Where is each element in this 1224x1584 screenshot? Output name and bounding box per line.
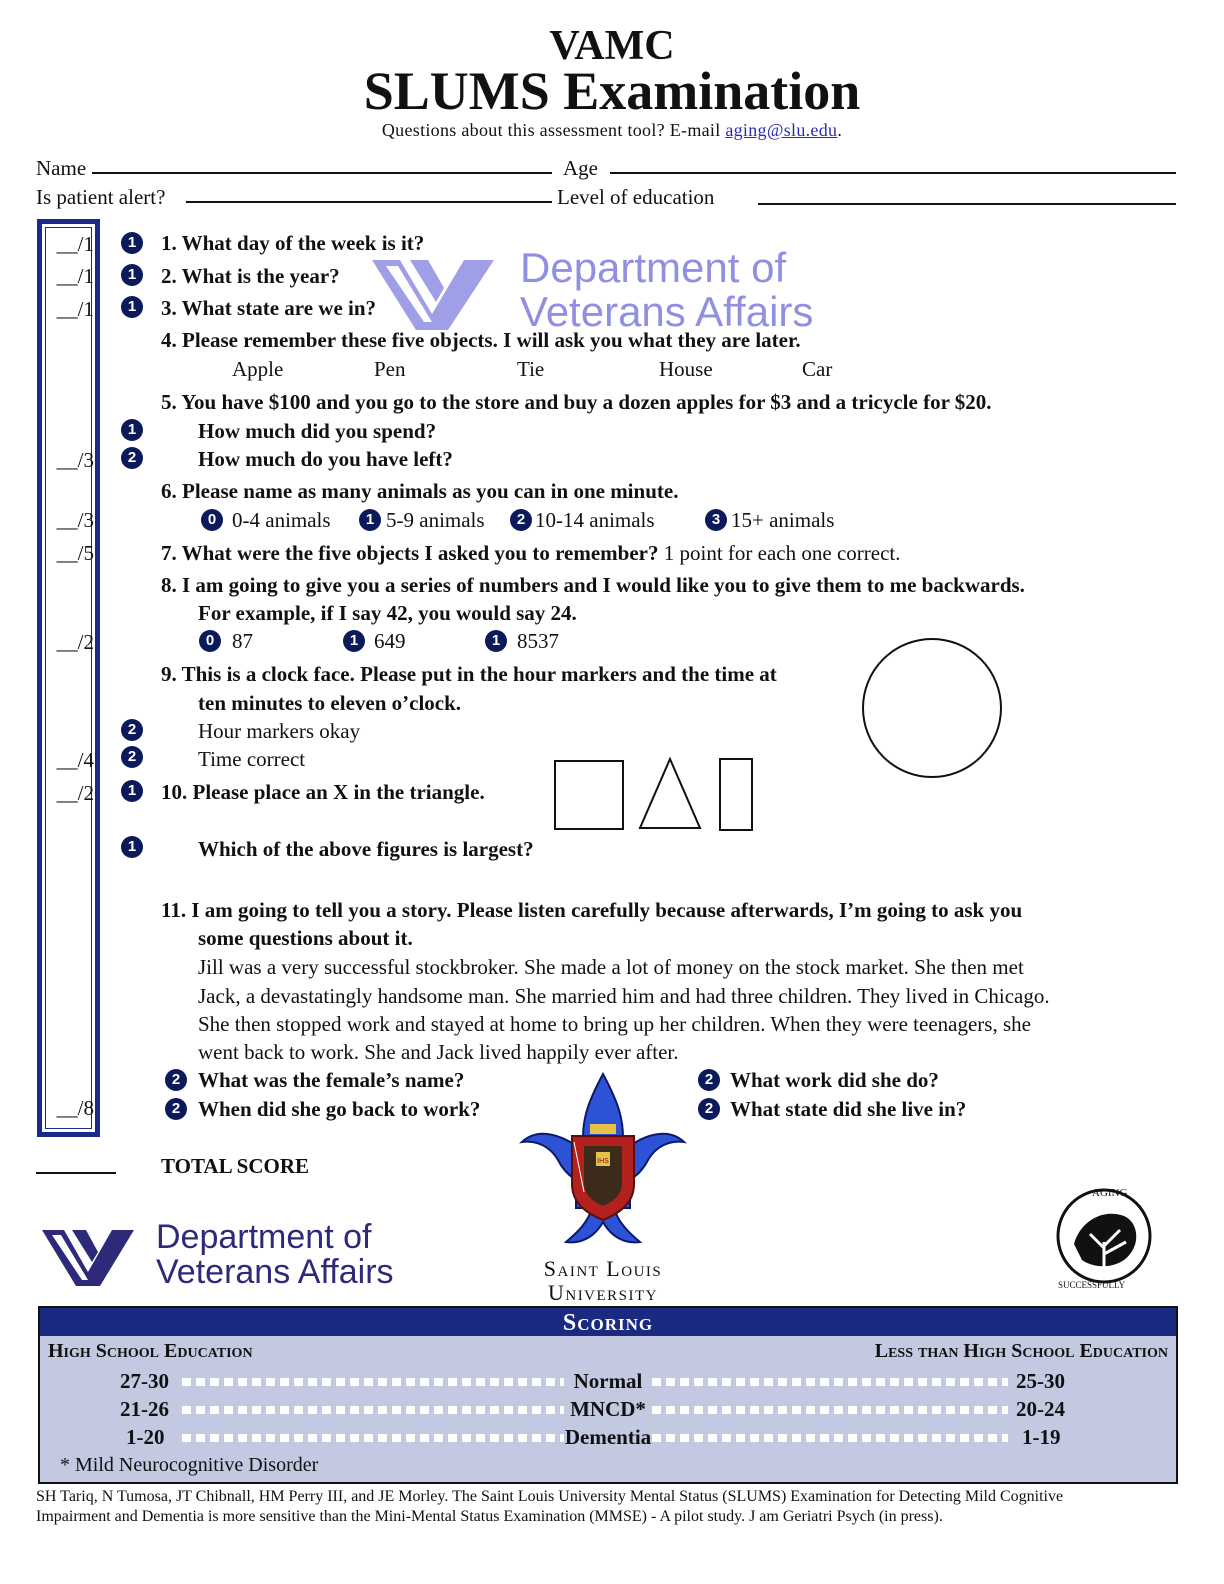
number-87: 87 bbox=[232, 629, 253, 653]
va-logo-line2: Veterans Affairs bbox=[156, 1253, 394, 1291]
question-11c: What work did she do? bbox=[730, 1068, 939, 1092]
square-figure[interactable] bbox=[554, 760, 624, 830]
question-5b: How much do you have left? bbox=[198, 447, 453, 471]
rectangle-figure[interactable] bbox=[719, 758, 753, 831]
object-tie: Tie bbox=[517, 357, 545, 381]
question-8-line1: 8. I am going to give you a series of numbers and I would like you to give them to me backwards. bbox=[161, 573, 1025, 597]
object-apple: Apple bbox=[232, 357, 284, 381]
score-q7[interactable]: __/5 bbox=[56, 541, 94, 565]
clock-face-circle[interactable] bbox=[862, 638, 1002, 778]
alert-field[interactable] bbox=[186, 201, 552, 203]
object-car: Car bbox=[802, 357, 833, 381]
score-q10[interactable]: __/2 bbox=[56, 781, 94, 805]
education-label: Level of education bbox=[557, 185, 715, 209]
score-range-hs-dementia: 1-20 bbox=[126, 1425, 165, 1449]
seal-monogram: IHS bbox=[597, 1158, 609, 1165]
question-7 bbox=[161, 541, 900, 566]
question-11-line2: some questions about it. bbox=[198, 926, 413, 950]
animal-option-15-plus: 15+ animals bbox=[731, 508, 835, 532]
question-9-line1: 9. This is a clock face. Please put in the hour markers and the time at bbox=[161, 662, 777, 686]
score-range-hs-mncd: 21-26 bbox=[120, 1397, 169, 1421]
scoring-right-header: Less than High School Education bbox=[874, 1340, 1168, 1362]
header-vamc: VAMC bbox=[549, 23, 675, 69]
point-badge-q11d: 2 bbox=[698, 1098, 720, 1120]
question-6: 6. Please name as many animals as you can in one minute. bbox=[161, 479, 679, 503]
question-9-line2: ten minutes to eleven o’clock. bbox=[198, 691, 462, 715]
question-11b: When did she go back to work? bbox=[198, 1097, 481, 1121]
score-column-box bbox=[37, 219, 100, 1137]
contact-email-link[interactable]: aging@slu.edu bbox=[725, 120, 838, 140]
question-10: 10. Please place an X in the triangle. bbox=[161, 780, 485, 804]
animal-option-5-9: 5-9 animals bbox=[386, 508, 485, 532]
question-5a: How much did you spend? bbox=[198, 419, 437, 443]
story-line-2: Jack, a devastatingly handsome man. She married him and had three children. They lived in Chicago. bbox=[198, 984, 1050, 1008]
contact-suffix: . bbox=[837, 120, 843, 140]
object-pen: Pen bbox=[374, 357, 406, 381]
question-7-text: 7. What were the five objects I asked you to remember? bbox=[161, 541, 659, 565]
point-badge-q11c: 2 bbox=[698, 1069, 720, 1091]
score-q9[interactable]: __/4 bbox=[56, 748, 94, 772]
score-q11[interactable]: __/8 bbox=[56, 1096, 94, 1120]
number-8537: 8537 bbox=[517, 629, 559, 653]
age-label: Age bbox=[563, 156, 598, 180]
point-badge-q6-0: 0 bbox=[201, 509, 223, 531]
score-range-lhs-normal: 25-30 bbox=[1016, 1369, 1065, 1393]
question-11-line1: 11. I am going to tell you a story. Please listen carefully because afterwards, I’m going to ask you bbox=[161, 898, 1023, 922]
question-10b: Which of the above figures is largest? bbox=[198, 837, 534, 861]
point-badge-q6-1: 1 bbox=[359, 509, 381, 531]
point-badge-q3: 1 bbox=[121, 296, 143, 318]
category-normal: Normal bbox=[573, 1369, 643, 1393]
score-q3[interactable]: __/1 bbox=[56, 297, 94, 321]
score-range-lhs-dementia: 1-19 bbox=[1022, 1425, 1061, 1449]
va-logo-icon bbox=[42, 1226, 136, 1288]
education-field[interactable] bbox=[758, 203, 1176, 205]
va-watermark-logo bbox=[372, 252, 497, 332]
scoring-title: Scoring bbox=[40, 1308, 1176, 1336]
question-9a: Hour markers okay bbox=[198, 719, 361, 743]
score-range-lhs-mncd: 20-24 bbox=[1016, 1397, 1065, 1421]
point-badge-q9a: 2 bbox=[121, 719, 143, 741]
scoring-footnote: * Mild Neurocognitive Disorder bbox=[60, 1454, 319, 1476]
question-1: 1. What day of the week is it? bbox=[161, 231, 425, 255]
point-badge-q6-2: 2 bbox=[510, 509, 532, 531]
question-9b: Time correct bbox=[198, 747, 306, 771]
score-q6[interactable]: __/3 bbox=[56, 508, 94, 532]
dotted-leader bbox=[182, 1434, 564, 1442]
aging-bottom-text: SUCCESSFULLY bbox=[1058, 1280, 1126, 1290]
score-q1[interactable]: __/1 bbox=[56, 232, 94, 256]
point-badge-q8-0: 0 bbox=[199, 630, 221, 652]
dotted-leader bbox=[182, 1378, 564, 1386]
story-line-4: went back to work. She and Jack lived happily ever after. bbox=[198, 1040, 679, 1064]
watermark-line1: Department of bbox=[520, 244, 787, 291]
slu-fleur-de-lis-seal bbox=[518, 1072, 688, 1252]
point-badge-q1: 1 bbox=[121, 232, 143, 254]
dotted-leader bbox=[182, 1406, 564, 1414]
total-score-label: TOTAL SCORE bbox=[161, 1154, 310, 1178]
category-dementia: Dementia bbox=[564, 1425, 652, 1449]
question-3: 3. What state are we in? bbox=[161, 296, 377, 320]
point-badge-q5a: 1 bbox=[121, 419, 143, 441]
scoring-left-header: High School Education bbox=[48, 1340, 253, 1362]
question-2: 2. What is the year? bbox=[161, 264, 340, 288]
va-logo-line1: Department of bbox=[156, 1218, 372, 1256]
animal-option-10-14: 10-14 animals bbox=[535, 508, 655, 532]
aging-top-text: AGING bbox=[1092, 1187, 1128, 1199]
point-badge-q8-1: 1 bbox=[343, 630, 365, 652]
dotted-leader bbox=[652, 1406, 1008, 1414]
triangle-figure[interactable] bbox=[637, 757, 703, 831]
point-badge-q10a: 1 bbox=[121, 780, 143, 802]
point-badge-q8-2: 1 bbox=[485, 630, 507, 652]
citation-line1: SH Tariq, N Tumosa, JT Chibnall, HM Perry III, and JE Morley. The Saint Louis University Mental Status (SLUMS) Examination for Detecting Mild Cognitive bbox=[36, 1488, 1064, 1505]
story-line-3: She then stopped work and stayed at home to bring up her children. When they were teenagers, she bbox=[198, 1012, 1031, 1036]
citation-line2: Impairment and Dementia is more sensitive than the Mini-Mental Status Examination (MMSE) - A pilot study. J am Geriatri Psych (in press). bbox=[36, 1508, 943, 1525]
question-11a: What was the female’s name? bbox=[198, 1068, 465, 1092]
slu-name-line2: University bbox=[547, 1280, 659, 1305]
question-4: 4. Please remember these five objects. I will ask you what they are later. bbox=[161, 328, 801, 352]
age-field[interactable] bbox=[610, 172, 1176, 174]
slu-name-line1: Saint Louis bbox=[543, 1256, 663, 1281]
question-11d: What state did she live in? bbox=[730, 1097, 967, 1121]
question-5: 5. You have $100 and you go to the store and buy a dozen apples for $3 and a tricycle for $20. bbox=[161, 390, 992, 414]
category-mncd: MNCD* bbox=[570, 1397, 646, 1421]
point-badge-q9b: 2 bbox=[121, 746, 143, 768]
name-field[interactable] bbox=[92, 172, 552, 174]
score-q8[interactable]: __/2 bbox=[56, 630, 94, 654]
animal-option-0-4: 0-4 animals bbox=[232, 508, 331, 532]
point-badge-q11a: 2 bbox=[165, 1069, 187, 1091]
point-badge-q6-3: 3 bbox=[705, 509, 727, 531]
number-649: 649 bbox=[374, 629, 406, 653]
point-badge-q5b: 2 bbox=[121, 447, 143, 469]
aging-successfully-logo bbox=[1050, 1182, 1162, 1294]
contact-prefix: Questions about this assessment tool? E-mail bbox=[381, 120, 726, 140]
point-badge-q10b: 1 bbox=[121, 836, 143, 858]
scoring-table bbox=[38, 1306, 1178, 1484]
dotted-leader bbox=[652, 1378, 1008, 1386]
dotted-leader bbox=[652, 1434, 1008, 1442]
page-title: SLUMS Examination bbox=[363, 61, 861, 121]
watermark-line2: Veterans Affairs bbox=[520, 288, 814, 335]
story-line-1: Jill was a very successful stockbroker. She made a lot of money on the stock market. She then met bbox=[198, 955, 1024, 979]
contact-line bbox=[0, 120, 1224, 141]
question-8-line2: For example, if I say 42, you would say 24. bbox=[198, 601, 577, 625]
alert-label: Is patient alert? bbox=[36, 185, 166, 209]
point-badge-q11b: 2 bbox=[165, 1098, 187, 1120]
object-house: House bbox=[659, 357, 713, 381]
question-7-note: 1 point for each one correct. bbox=[658, 541, 901, 565]
score-range-hs-normal: 27-30 bbox=[120, 1369, 169, 1393]
point-badge-q2: 1 bbox=[121, 264, 143, 286]
score-q5[interactable]: __/3 bbox=[56, 448, 94, 472]
total-score-field[interactable] bbox=[36, 1172, 116, 1174]
name-label: Name bbox=[36, 156, 87, 180]
score-q2[interactable]: __/1 bbox=[56, 264, 94, 288]
